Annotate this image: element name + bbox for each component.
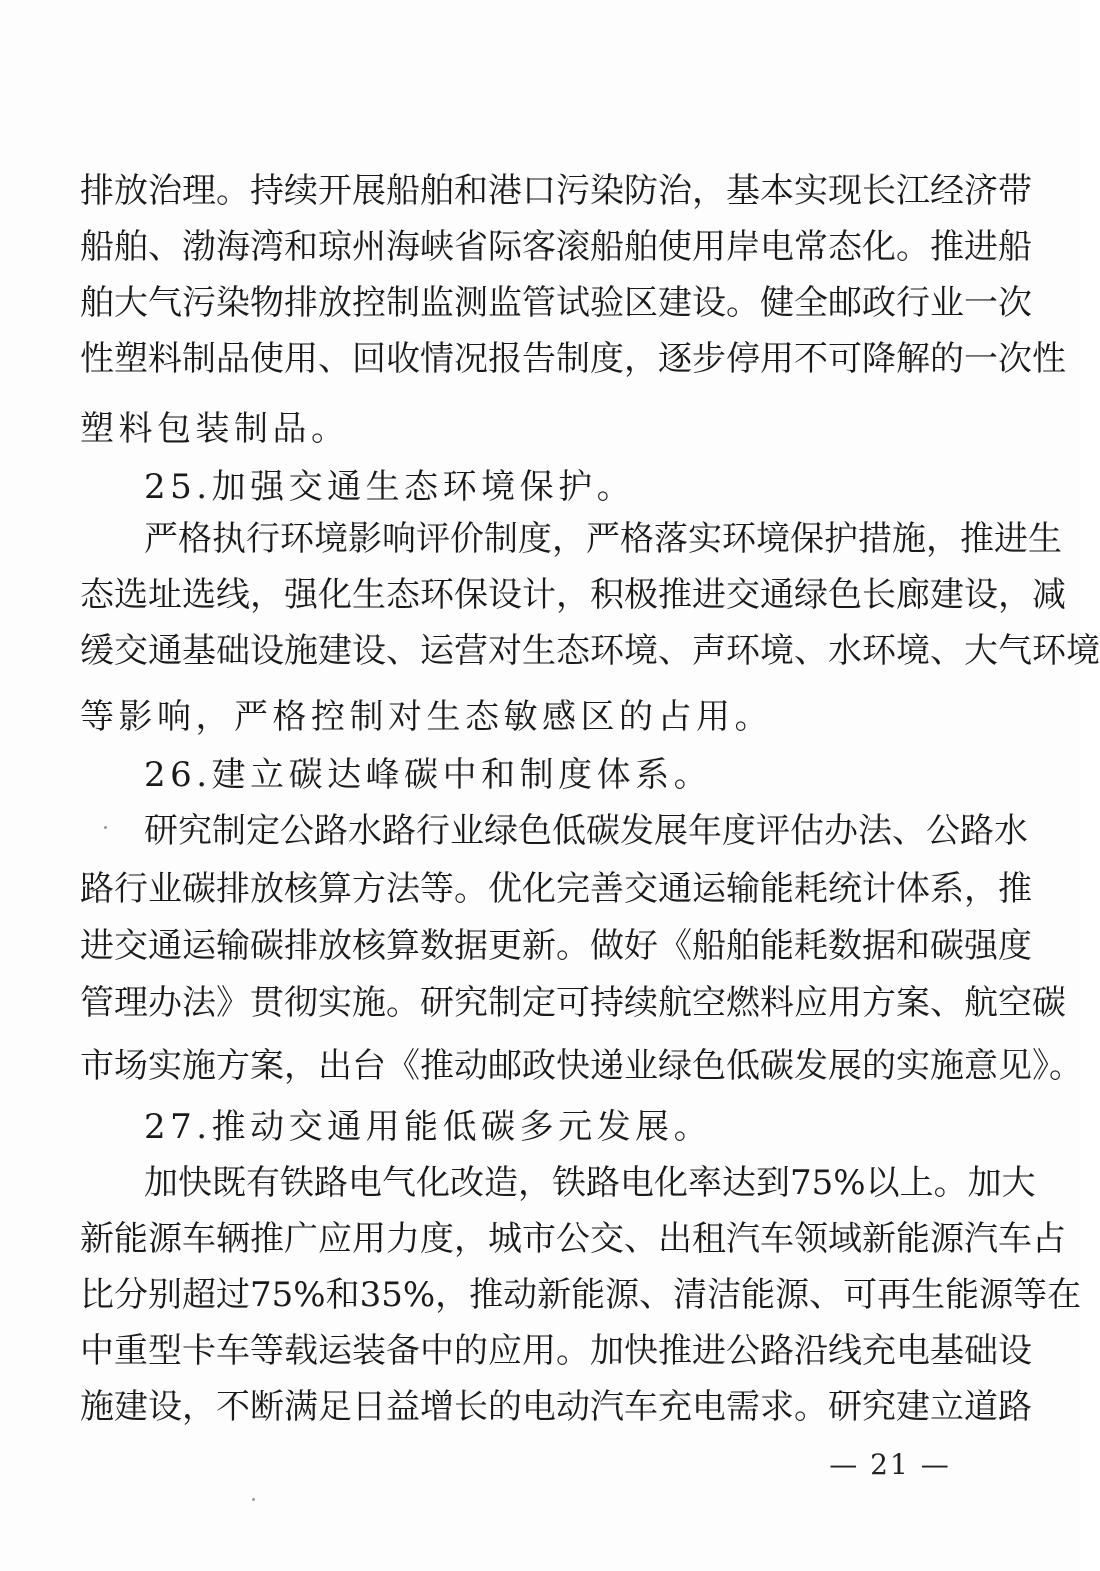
scan-speck <box>104 826 107 829</box>
text-line: 进交通运输碳排放核算数据更新。做好《船舶能耗数据和碳强度 <box>80 926 1032 966</box>
text-line: 塑料包装制品。 <box>80 409 350 449</box>
page-number: — 21 — <box>829 1448 951 1481</box>
text-line: 态选址选线，强化生态环保设计，积极推进交通绿色长廊建设，减 <box>80 575 1066 615</box>
section-heading: 25.加强交通生态环境保护。 <box>144 467 636 507</box>
text-line: 加快既有铁路电气化改造，铁路电化率达到75%以上。加大 <box>144 1163 1036 1203</box>
text-line: 路行业碳排放核算方法等。优化完善交通运输能耗统计体系，推 <box>80 869 1032 909</box>
section-heading: 26.建立碳达峰碳中和制度体系。 <box>144 755 713 795</box>
text-line: 新能源车辆推广应用力度，城市公交、出租汽车领域新能源汽车占 <box>80 1219 1066 1259</box>
text-line: 船舶、渤海湾和琼州海峡省际客滚船舶使用岸电常态化。推进船 <box>80 227 1032 267</box>
text-line: 等影响，严格控制对生态敏感区的占用。 <box>80 697 773 737</box>
text-line: 严格执行环境影响评价制度，严格落实环境保护措施，推进生 <box>144 519 1062 559</box>
scan-speck <box>252 1498 255 1501</box>
text-line: 排放治理。持续开展船舶和港口污染防治，基本实现长江经济带 <box>80 171 1032 211</box>
text-line: 研究制定公路水路行业绿色低碳发展年度评估办法、公路水 <box>144 811 1028 851</box>
text-line: 性塑料制品使用、回收情况报告制度，逐步停用不可降解的一次性 <box>80 339 1066 379</box>
text-line: 管理办法》贯彻实施。研究制定可持续航空燃料应用方案、航空碳 <box>80 983 1066 1023</box>
text-line: 缓交通基础设施建设、运营对生态环境、声环境、水环境、大气环境 <box>80 631 1100 671</box>
text-line: 比分别超过75%和35%，推动新能源、清洁能源、可再生能源等在 <box>80 1275 1082 1315</box>
text-line: 施建设，不断满足日益增长的电动汽车充电需求。研究建立道路 <box>80 1387 1032 1427</box>
section-heading: 27.推动交通用能低碳多元发展。 <box>144 1107 713 1147</box>
text-line: 舶大气污染物排放控制监测监管试验区建设。健全邮政行业一次 <box>80 283 1032 323</box>
text-line: 市场实施方案，出台《推动邮政快递业绿色低碳发展的实施意见》。 <box>80 1046 1083 1086</box>
text-line: 中重型卡车等载运装备中的应用。加快推进公路沿线充电基础设 <box>80 1331 1032 1371</box>
